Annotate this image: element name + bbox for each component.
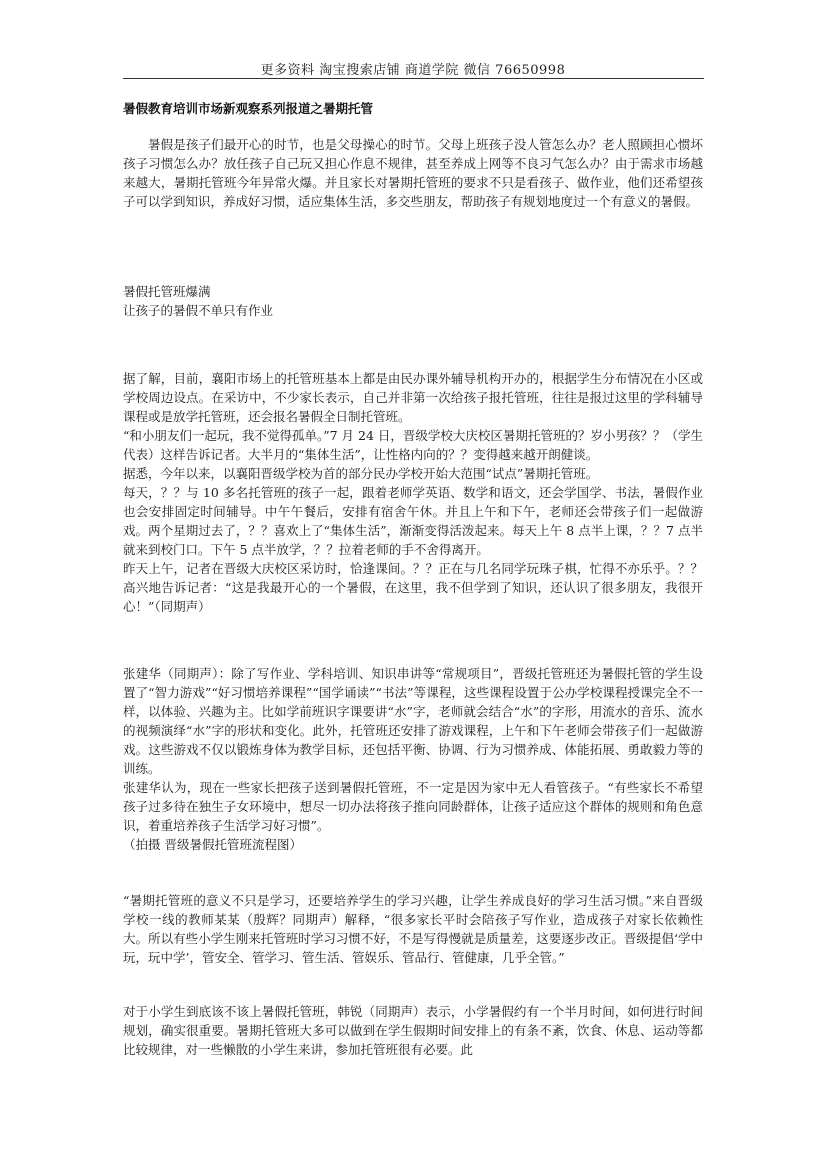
intro-paragraph: 暑假是孩子们最开心的时节，也是父母操心的时节。父母上班孩子没人管怎么办？老人照顾担心惯坏孩子习惯怎么办？放任孩子自己玩又担心作息不规律，甚至养成上网等不良习气怎么办？由于需求市场越来越大，暑期托管班今年异常火爆。并且家长对暑期托管班的要求不只是看孩子、做作业，他们还希望孩子可以学到知识，养成好习惯，适应集体生活，多交些朋友，帮助孩子有规划地度过一个有意义的暑假。 (123, 137, 703, 209)
header-divider (123, 78, 704, 79)
article-title: 暑假教育培训市场新观察系列报道之暑期托管 (123, 101, 374, 116)
body-paragraph: 每天，？？与 10 多名托管班的孩子一起，跟着老师学英语、数学和语文，还会学国学、书法，暑假作业也会安排固定时间辅导。中午午餐后，安排有宿舍午休。并且上午和下午，老师还会带孩子们一起做游戏。两个星期过去了，？？喜欢上了“集体生活”，渐渐变得活泼起来。每天上午 8 点半上课，？？7 点半就来到校门口。下午 5 点半放学，？？拉着老师的手不舍得离开。 (123, 485, 703, 557)
intro-section (123, 135, 703, 211)
body-group-3 (123, 891, 703, 967)
subtitle-section (123, 282, 703, 320)
body-paragraph: 张建华（同期声）：除了写作业、学科培训、知识串讲等“常规项目”，晋级托管班还为暑假托管的学生设置了“智力游戏”“好习惯培养课程”“国学诵读”“书法”等课程，这些课程设置于公办学校课程授课完全不一样，以体验、兴趣为主。比如学前班识字课要讲“水”字，老师就会结合“水”的字形，用流水的音乐、流水的视频演绎“水”字的形状和变化。此外，托管班还安排了游戏课程，上午和下午老师会带孩子们一起做游戏。这些游戏不仅以锻炼身体为教学目标，还包括平衡、协调、行为习惯养成、体能拓展、勇敢毅力等的训练。 (123, 666, 703, 776)
body-paragraph: 据悉，今年以来，以襄阳晋级学校为首的部分民办学校开始大范围“试点”暑期托管班。 (123, 466, 599, 481)
body-group-4 (123, 1002, 703, 1059)
subtitle-2: 让孩子的暑假不单只有作业 (123, 303, 274, 318)
body-paragraph: 据了解，目前，襄阳市场上的托管班基本上都是由民办课外辅导机构开办的，根据学生分布情况在小区或学校周边设点。在采访中，不少家长表示，自己并非第一次给孩子报托管班，往往是报过这里的学科辅导课程或是放学托管班，还会报名暑假全日制托管班。 (123, 371, 703, 424)
body-paragraph: “暑期托管班的意义不只是学习，还要培养学生的学习兴趣，让学生养成良好的学习生活习惯。”来自晋级学校一线的教师某某（殷辉？同期声）解释，“很多家长平时会陪孩子写作业，造成孩子对家长依赖性大。所以有些小学生刚来托管班时学习习惯不好，不是写得慢就是质量差，这要逐步改正。晋级提倡‘学中玩，玩中学’，管安全、管学习、管生活、管娱乐、管品行、管健康，几乎全管。” (123, 893, 703, 965)
subtitle-1: 暑假托管班爆满 (123, 284, 211, 299)
body-paragraph: 张建华认为，现在一些家长把孩子送到暑假托管班，不一定是因为家中无人看管孩子。“有些家长不希望孩子过多待在独生子女环境中，想尽一切办法将孩子推向同龄群体，让孩子适应这个群体的规则和角色意识，着重培养孩子生活学习好习惯”。 (123, 780, 703, 833)
body-group-1 (123, 369, 703, 616)
page-header: 更多资料 淘宝搜索店铺 商道学院 微信 76650998 (260, 63, 566, 78)
body-group-2 (123, 664, 703, 854)
body-paragraph: （拍摄 晋级暑假托管班流程图） (123, 837, 302, 852)
body-paragraph: 昨天上午，记者在晋级大庆校区采访时，恰逢课间。？？正在与几名同学玩珠子棋，忙得不亦乐乎。？？高兴地告诉记者：“这是我最开心的一个暑假，在这里，我不但学到了知识，还认识了很多朋友，我很开心！”（同期声） (123, 561, 703, 614)
body-paragraph: “和小朋友们一起玩，我不觉得孤单。”7 月 24 日，晋级学校大庆校区暑期托管班的？岁小男孩？？（学生代表）这样告诉记者。大半月的“集体生活”，让性格内向的？？变得越来越开朗健谈。 (123, 428, 703, 462)
body-paragraph: 对于小学生到底该不该上暑假托管班，韩锐（同期声）表示，小学暑假约有一个半月时间，如何进行时间规划，确实很重要。暑期托管班大多可以做到在学生假期时间安排上的有条不紊，饮食、休息、运动等都比较规律，对一些懒散的小学生来讲，参加托管班很有必要。此 (123, 1004, 703, 1057)
